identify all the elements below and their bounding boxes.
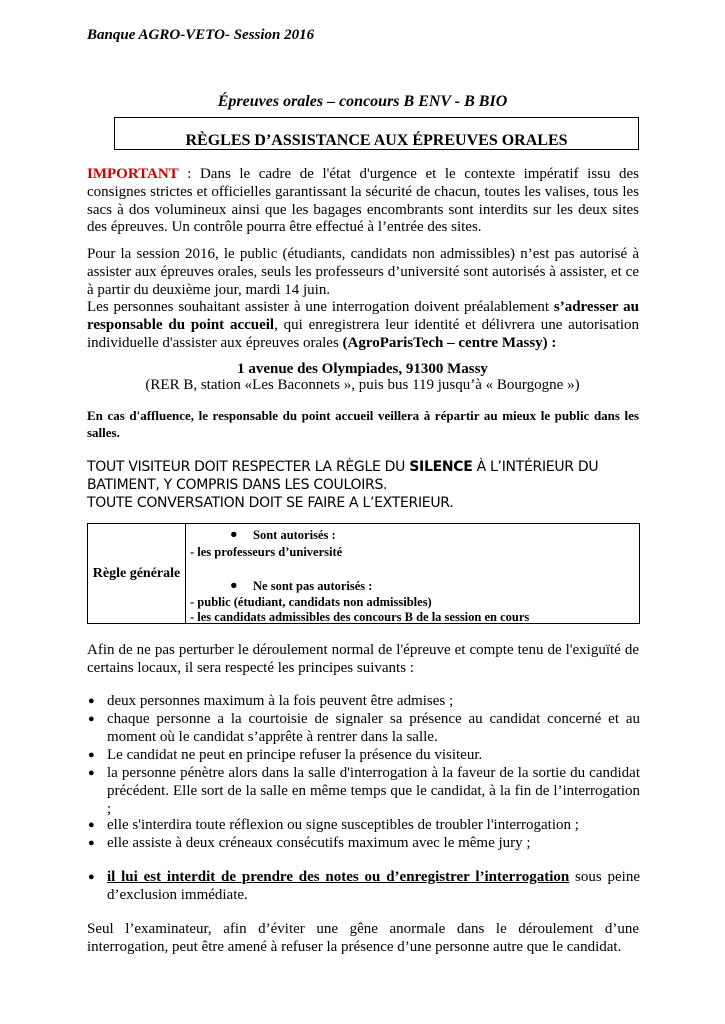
important-label: IMPORTANT [87,166,179,182]
rule-label: Règle générale [88,524,186,624]
bullet-icon: ● [230,527,238,541]
list-item [88,693,640,711]
access-text-bold: s’adresser au responsable du point accueil [87,299,639,333]
notes-rule-rest: sous peine d’exclusion immédiate. [107,869,640,903]
session-paragraph: Pour la session 2016, le public (étudiants, candidats non admissibles) n’est pas autorisé à assister aux épreuves orales, seuls les professeurs d’université sont autorisés à assister, et ce à partir du deuxième jour, mardi 14 juin. [87,246,639,298]
notes-rule-bold: il lui est interdit de prendre des notes ou d’enregistrer l’interrogation [107,869,570,885]
not-allowed-item: - les candidats admissibles des concours B de la session en cours [190,610,530,624]
important-text: : Dans le cadre de l'état d'urgence et le contexte impératif issu des consignes strictes et officielles garantissant la sécurité de chacun, toutes les valises, tous les sacs à dos volumineux ainsi que les bagages encombrants sont interdits sur les deux sites des épreuves. Un contrôle pourra être effectué à l’entrée des sites. [87,166,639,236]
not-allowed-heading: Ne sont pas autorisés : [253,579,373,593]
list-item [88,869,640,905]
rule-content [186,524,640,624]
access-text-a: Les personnes souhaitant assister à une interrogation doivent préalablement [87,299,554,315]
bullet-icon: ● [88,837,95,849]
bullet-icon: ● [88,749,95,761]
list-item [88,835,640,853]
list-item-text: elle assiste à deux créneaux consécutifs maximum avec le même jury ; [107,835,531,851]
list-item-text: elle s'interdira toute réflexion ou signe susceptibles de troubler l'interrogation ; [107,817,579,833]
list-item-text: Le candidat ne peut en principe refuser la présence du visiteur. [107,747,483,763]
important-paragraph [87,166,639,237]
document-header: Banque AGRO-VETO- Session 2016 [87,27,315,43]
closing-paragraph: Seul l’examinateur, afin d’éviter une gêne anormale dans le déroulement d’une interrogation, peut être amené à refuser la présence d’une personne autre que le candidat. [87,921,639,955]
bullet-icon: ● [88,713,95,725]
address-line-1: 1 avenue des Olympiades, 91300 Massy [237,361,488,377]
list-item-text: chaque personne a la courtoisie de signaler sa présence au candidat concerné et au moment où le candidat s’apprête à rentrer dans la salle. [107,711,640,745]
affluence-note: En cas d'affluence, le responsable du point accueil veillera à répartir au mieux le public dans les salles. [87,408,639,440]
document-subtitle: Épreuves orales – concours B ENV - B BIO [217,93,508,110]
access-text-c: , qui enregistrera leur identité et délivrera une autorisation individuelle d'assister aux épreuves orales [87,316,639,351]
access-paragraph [87,299,639,352]
not-allowed-item: - public (étudiant, candidats non admissibles) [190,595,432,609]
title-box [114,117,639,150]
document-title: RÈGLES D’ASSISTANCE AUX ÉPREUVES ORALES [185,132,568,149]
bullet-icon: ● [88,767,95,779]
access-site: (AgroParisTech – centre Massy) : [342,334,557,351]
address-line-2: (RER B, station «Les Baconnets », puis bus 119 jusqu’à « Bourgogne ») [145,377,580,393]
allowed-item: - les professeurs d’université [190,545,343,559]
allowed-heading: Sont autorisés : [253,528,336,542]
silence-text-c: À L’INTÉRIEUR DU [472,459,599,475]
bullet-icon: ● [230,578,238,592]
list-item [88,765,640,818]
silence-line-3: TOUTE CONVERSATION DOIT SE FAIRE A L’EXTERIEUR. [87,495,454,511]
silence-keyword: SILENCE [409,459,473,475]
list-item [88,747,640,765]
list-item-text: la personne pénètre alors dans la salle d'interrogation à la faveur de la sortie du candidat précédent. Elle sort de la salle en même temps que le candidat, à la fin de l’interrogation ; [107,765,640,817]
silence-line-1 [87,458,647,476]
bullet-icon: ● [88,871,95,883]
list-item [88,711,640,747]
bullet-icon: ● [88,819,95,831]
principles-intro: Afin de ne pas perturber le déroulement normal de l'épreuve et compte tenu de l'exiguïté de certains locaux, il sera respecté les principes suivants : [87,642,639,676]
list-item-text: deux personnes maximum à la fois peuvent être admises ; [107,693,454,709]
list-item [88,817,640,835]
rule-table [87,523,640,624]
bullet-icon: ● [88,695,95,707]
silence-text-a: TOUT VISITEUR DOIT RESPECTER LA RÈGLE DU [87,459,410,475]
silence-line-2: BATIMENT, Y COMPRIS DANS LES COULOIRS. [87,477,388,493]
